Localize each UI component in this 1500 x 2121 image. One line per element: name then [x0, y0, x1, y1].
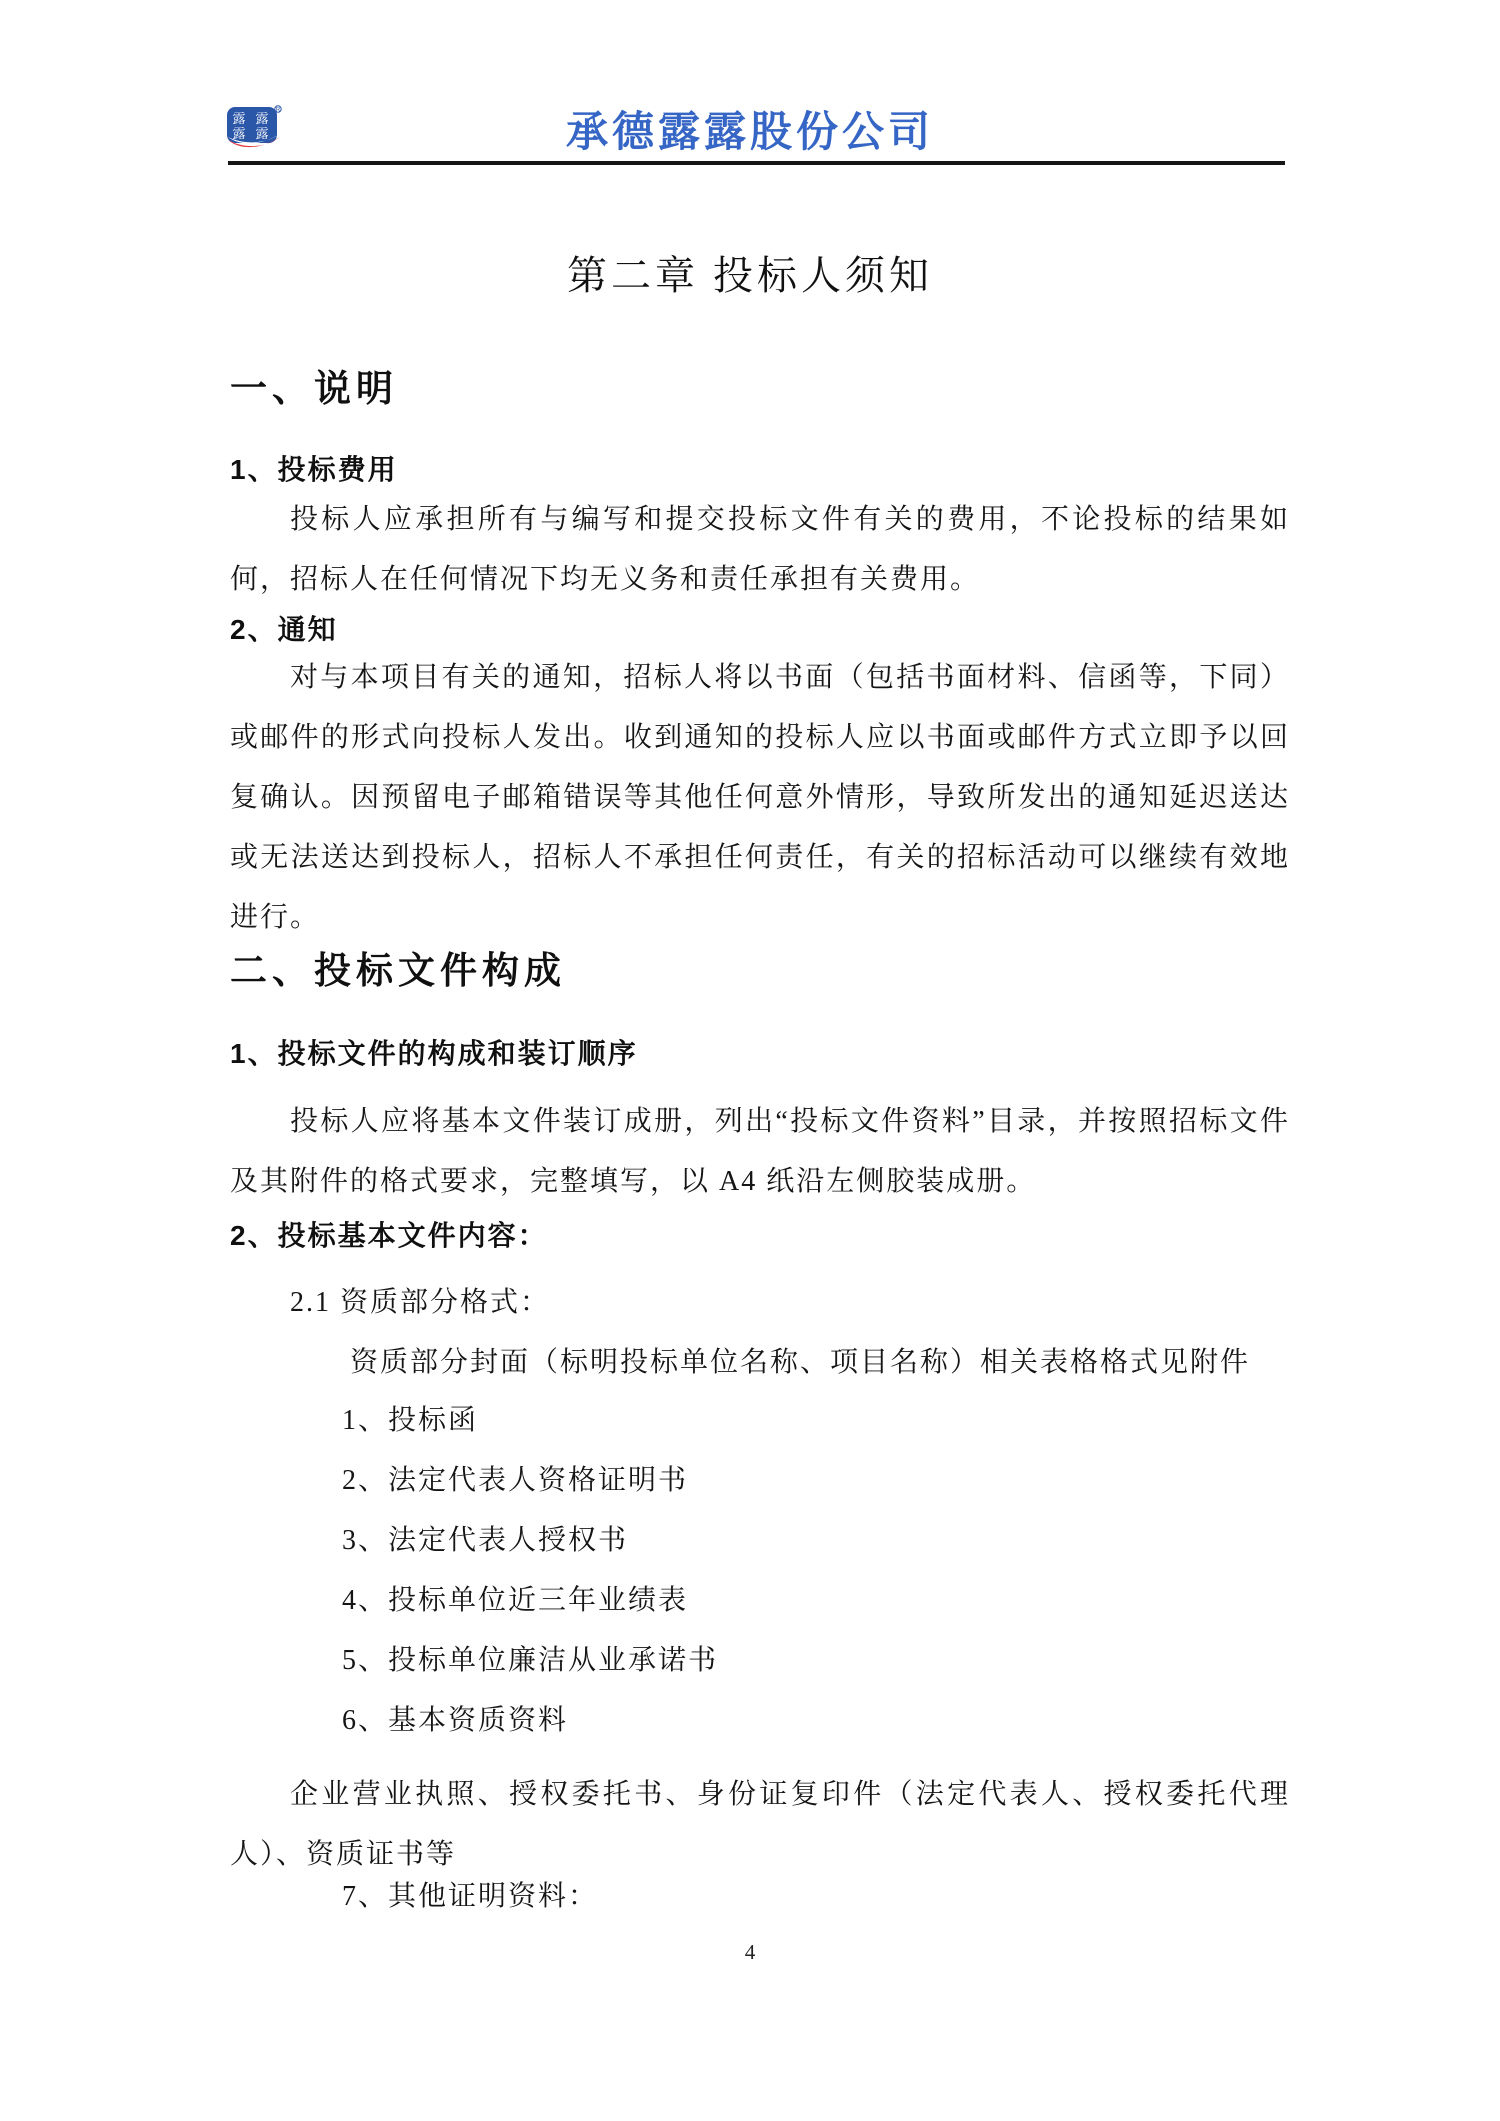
list-item-3: 3、法定代表人授权书: [342, 1525, 629, 1556]
list-item-5: 5、投标单位廉洁从业承诺书: [342, 1645, 719, 1676]
header-divider: [228, 161, 1285, 165]
list-item-6: 6、基本资质资料: [342, 1705, 569, 1736]
company-name-header: 承德露露股份公司: [565, 108, 934, 155]
list-item-1: 1、投标函: [342, 1405, 479, 1436]
section1-heading: 一、说明: [230, 368, 398, 409]
section1-sub1-heading: 1、投标费用: [230, 454, 398, 485]
section2-paragraph1: 投标人应将基本文件装订成册，列出“投标文件资料”目录，并按照招标文件及其附件的格式要求，完整填写，以 A4 纸沿左侧胶装成册。: [230, 1106, 1290, 1197]
svg-text:露: 露: [255, 126, 269, 141]
chapter-title: 第二章 投标人须知: [567, 253, 933, 298]
section1-paragraph2: 对与本项目有关的通知，招标人将以书面（包括书面材料、信函等，下同）或邮件的形式向投标人发出。收到通知的投标人应以书面或邮件方式立即予以回复确认。因预留电子邮箱错误等其他任何意外情形，导致所发出的通知延迟送达或无法送达到投标人，招标人不承担任何责任，有关的招标活动可以继续有效地进行。: [230, 662, 1290, 933]
list-item-4: 4、投标单位近三年业绩表: [342, 1585, 689, 1616]
list-item-2: 2、法定代表人资格证明书: [342, 1465, 689, 1496]
section1-sub2-heading: 2、通知: [230, 614, 338, 645]
svg-text:R: R: [275, 107, 281, 114]
list-item-7: 7、其他证明资料：: [342, 1881, 599, 1912]
section1-paragraph1: 投标人应承担所有与编写和提交投标文件有关的费用，不论投标的结果如何，招标人在任何情况下均无义务和责任承担有关费用。: [230, 504, 1290, 595]
svg-text:露: 露: [255, 111, 269, 126]
section2-sub2-heading: 2、投标基本文件内容：: [230, 1220, 548, 1251]
section2-paragraph2: 企业营业执照、授权委托书、身份证复印件（法定代表人、授权委托代理人）、资质证书等: [230, 1779, 1290, 1870]
page-number: 4: [744, 1940, 756, 1964]
section2-heading: 二、投标文件构成: [230, 950, 566, 991]
clause-2-1-label: 2.1 资质部分格式：: [290, 1287, 551, 1318]
svg-text:露: 露: [232, 126, 246, 141]
cover-note-line: 资质部分封面（标明投标单位名称、项目名称）相关表格格式见附件: [350, 1347, 1251, 1378]
section2-sub1-heading: 1、投标文件的构成和装订顺序: [230, 1038, 638, 1069]
svg-text:露: 露: [232, 111, 246, 126]
